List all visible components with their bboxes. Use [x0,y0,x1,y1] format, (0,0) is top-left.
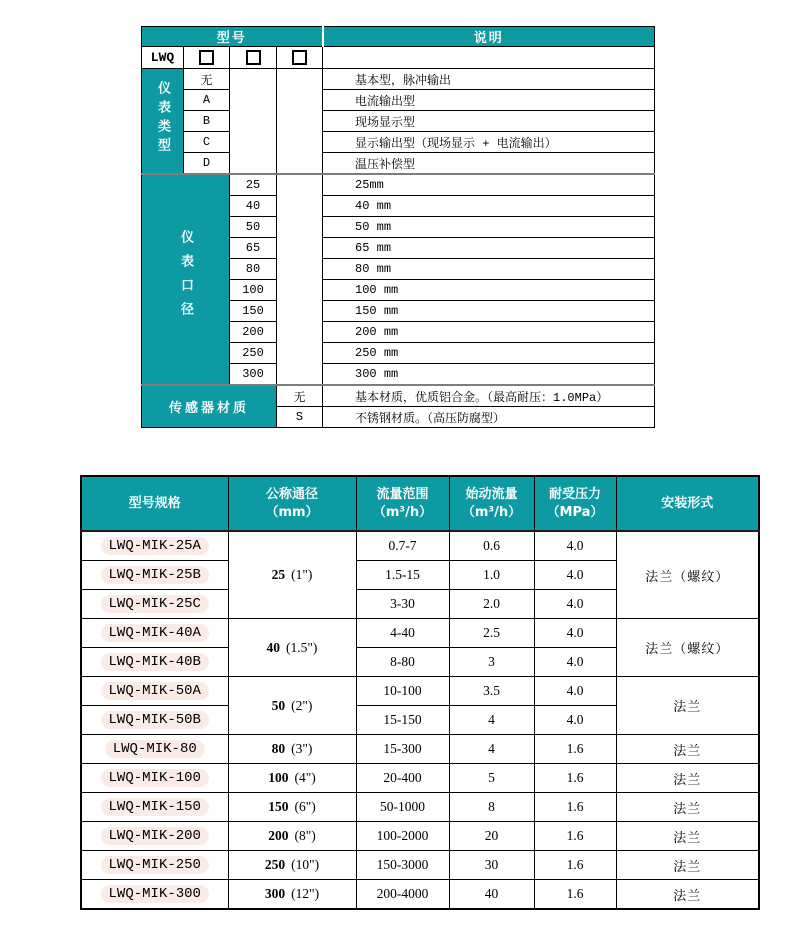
model-option-description: 50 mm [323,217,655,238]
spec-row [81,764,759,793]
model-option-code: S [277,407,323,428]
spec-install-cell: 法兰 [616,764,759,793]
spec-model-cell [81,851,228,880]
spec-model-text: LWQ-MIK-40B [101,653,209,671]
spec-flow-cell: 0.7-7 [356,531,449,561]
model-option-code: 250 [230,343,277,364]
model-option-description: 300 mm [323,364,655,386]
spec-model-text: LWQ-MIK-100 [101,769,209,787]
model-option-row [142,174,655,196]
spec-pressure-cell: 4.0 [534,706,616,735]
spec-model-cell [81,735,228,764]
model-option-description: 基本型，脉冲输出 [323,69,655,90]
spec-pressure-cell: 4.0 [534,648,616,677]
spec-pressure-cell: 1.6 [534,735,616,764]
model-option-description: 基本材质，优质铝合金。（最高耐压：1.0MPa） [323,385,655,407]
spec-dn-cell [228,880,356,910]
empty-cell [277,69,323,175]
spec-column-title: 型号规格 [128,495,181,511]
spec-pressure-cell: 4.0 [534,531,616,561]
model-option-code: 25 [230,174,277,196]
spec-table [80,475,760,910]
section-label [142,69,184,175]
spec-flow-cell: 100-2000 [356,822,449,851]
spec-flow-cell: 20-400 [356,764,449,793]
model-option-row [142,111,655,132]
model-option-description: 40 mm [323,196,655,217]
spec-dn-value: 50 [271,697,286,713]
model-option-row [142,153,655,175]
spec-row [81,531,759,561]
spec-pressure-cell: 1.6 [534,822,616,851]
model-option-description: 65 mm [323,238,655,259]
spec-dn-value: 40 [266,639,281,655]
model-option-code: C [184,132,230,153]
spec-column-title: 流量范围 [376,486,429,502]
spec-install-cell: 法兰（螺纹） [616,531,759,619]
spec-column-title: 耐受压力 [548,486,601,502]
spec-pressure-cell: 4.0 [534,561,616,590]
spec-table-body [81,531,759,909]
placeholder-box-icon [199,50,214,65]
spec-model-text: LWQ-MIK-200 [101,827,209,845]
model-digit-box-cell [230,47,277,69]
spec-dn-inch: (1.5") [286,639,318,655]
spec-column-unit: （m³/h） [461,504,522,520]
spec-row [81,677,759,706]
spec-model-cell [81,531,228,561]
spec-dn-inch: (2") [291,697,313,713]
spec-model-text: LWQ-MIK-300 [101,885,209,903]
spec-dn-value: 250 [264,857,286,872]
spec-model-cell [81,677,228,706]
empty-cell [230,69,277,175]
spec-dn-value: 80 [271,741,286,756]
spec-model-text: LWQ-MIK-80 [105,740,205,758]
model-option-description: 电流输出型 [323,90,655,111]
model-option-description: 不锈钢材质。（高压防腐型） [323,407,655,428]
spec-model-text: LWQ-MIK-250 [101,856,209,874]
spec-start-flow-cell: 8 [449,793,534,822]
model-option-description: 现场显示型 [323,111,655,132]
spec-dn-cell [228,764,356,793]
spec-install-cell: 法兰 [616,677,759,735]
model-prefix: LWQ [142,47,184,69]
spec-dn-inch: (6") [294,799,316,814]
model-option-code: 100 [230,280,277,301]
section-label-text: 仪表类型 [155,81,170,157]
placeholder-box-icon [292,50,307,65]
spec-dn-inch: (12") [291,886,320,901]
spec-install-cell: 法兰 [616,735,759,764]
spec-start-flow-cell: 4 [449,735,534,764]
model-selection-table [141,26,655,428]
model-option-row [142,385,655,407]
spec-start-flow-cell: 30 [449,851,534,880]
description-header-cell: 说明 [323,27,655,47]
spec-start-flow-cell: 2.5 [449,619,534,648]
model-digit-box-cell [184,47,230,69]
spec-column-header [81,476,228,531]
spec-model-cell [81,706,228,735]
model-digit-box-cell [277,47,323,69]
spec-dn-inch: (8") [294,828,316,843]
spec-row [81,880,759,910]
spec-column-header [356,476,449,531]
model-option-description: 温压补偿型 [323,153,655,175]
model-option-code: 50 [230,217,277,238]
section-label-text: 传感器材质 [168,401,249,416]
spec-pressure-cell: 1.6 [534,793,616,822]
model-option-code: 200 [230,322,277,343]
spec-start-flow-cell: 20 [449,822,534,851]
spec-dn-inch: (4") [294,770,316,785]
model-option-code: D [184,153,230,175]
model-option-description: 显示输出型（现场显示 + 电流输出） [323,132,655,153]
spec-dn-inch: (10") [291,857,320,872]
spec-install-cell: 法兰 [616,793,759,822]
spec-model-text: LWQ-MIK-25B [101,566,209,584]
spec-row [81,619,759,648]
spec-flow-cell: 50-1000 [356,793,449,822]
spec-model-text: LWQ-MIK-50A [101,682,209,700]
spec-model-text: LWQ-MIK-25C [101,595,209,613]
model-option-description: 250 mm [323,343,655,364]
spec-flow-cell: 4-40 [356,619,449,648]
spec-pressure-cell: 4.0 [534,677,616,706]
spec-column-unit: （mm） [265,504,319,520]
spec-row [81,822,759,851]
spec-flow-cell: 10-100 [356,677,449,706]
spec-flow-cell: 1.5-15 [356,561,449,590]
model-table-header-row [142,27,655,47]
spec-model-cell [81,619,228,648]
spec-start-flow-cell: 1.0 [449,561,534,590]
spec-row [81,793,759,822]
spec-model-cell [81,822,228,851]
spec-pressure-cell: 1.6 [534,880,616,910]
spec-flow-cell: 15-300 [356,735,449,764]
empty-description-cell [323,47,655,69]
spec-column-title: 始动流量 [465,486,518,502]
spec-model-text: LWQ-MIK-50B [101,711,209,729]
model-option-code: A [184,90,230,111]
spec-install-cell: 法兰（螺纹） [616,619,759,677]
spec-start-flow-cell: 0.6 [449,531,534,561]
spec-column-unit: （m³/h） [372,504,433,520]
model-option-description: 80 mm [323,259,655,280]
spec-model-cell [81,880,228,910]
spec-start-flow-cell: 5 [449,764,534,793]
spec-column-title: 安装形式 [661,495,714,511]
placeholder-box-icon [246,50,261,65]
spec-pressure-cell: 4.0 [534,619,616,648]
spec-model-text: LWQ-MIK-25A [101,537,209,555]
spec-dn-value: 150 [268,799,289,814]
spec-flow-cell: 3-30 [356,590,449,619]
spec-pressure-cell: 4.0 [534,590,616,619]
section-label [142,174,230,385]
spec-dn-cell [228,793,356,822]
spec-flow-cell: 200-4000 [356,880,449,910]
model-option-code: 65 [230,238,277,259]
model-option-description: 100 mm [323,280,655,301]
spec-column-unit: （MPa） [546,504,604,520]
spec-start-flow-cell: 40 [449,880,534,910]
model-option-code: 无 [184,69,230,90]
spec-column-header [449,476,534,531]
model-option-code: 40 [230,196,277,217]
spec-flow-cell: 150-3000 [356,851,449,880]
model-prefix-row [142,47,655,69]
empty-cell [277,174,323,385]
spec-dn-cell [228,619,356,677]
model-table-body [142,27,655,428]
model-option-code: 300 [230,364,277,386]
spec-dn-inch: (3") [291,741,313,756]
spec-install-cell: 法兰 [616,851,759,880]
model-option-row [142,132,655,153]
spec-install-cell: 法兰 [616,880,759,910]
spec-model-text: LWQ-MIK-150 [101,798,209,816]
spec-row [81,851,759,880]
spec-flow-cell: 8-80 [356,648,449,677]
spec-model-cell [81,648,228,677]
spec-dn-inch: (1") [291,567,313,582]
model-option-code: 无 [277,385,323,407]
spec-dn-cell [228,822,356,851]
spec-dn-value: 100 [268,770,289,785]
model-option-code: 150 [230,301,277,322]
spec-start-flow-cell: 3.5 [449,677,534,706]
model-option-row [142,69,655,90]
spec-column-header [534,476,616,531]
spec-dn-cell [228,677,356,735]
spec-model-cell [81,793,228,822]
spec-dn-cell [228,735,356,764]
model-header-cell: 型号 [142,27,323,47]
spec-table-header-row [81,476,759,531]
section-label-text: 仪表口径 [178,229,193,326]
spec-start-flow-cell: 4 [449,706,534,735]
spec-start-flow-cell: 3 [449,648,534,677]
spec-model-cell [81,764,228,793]
model-option-code: B [184,111,230,132]
spec-model-cell [81,561,228,590]
spec-column-title: 公称通径 [265,486,318,502]
model-option-row [142,90,655,111]
spec-pressure-cell: 1.6 [534,764,616,793]
spec-flow-cell: 15-150 [356,706,449,735]
spec-install-cell: 法兰 [616,822,759,851]
spec-dn-value: 300 [264,886,286,901]
spec-column-header [228,476,356,531]
spec-pressure-cell: 1.6 [534,851,616,880]
spec-model-cell [81,590,228,619]
spec-column-header [616,476,759,531]
model-option-description: 200 mm [323,322,655,343]
spec-model-text: LWQ-MIK-40A [101,624,209,642]
model-option-description: 25mm [323,174,655,196]
spec-start-flow-cell: 2.0 [449,590,534,619]
model-option-code: 80 [230,259,277,280]
spec-dn-value: 25 [271,567,286,582]
spec-dn-cell [228,851,356,880]
model-option-description: 150 mm [323,301,655,322]
spec-row [81,735,759,764]
spec-dn-value: 200 [268,828,289,843]
section-label [142,385,277,428]
spec-dn-cell [228,531,356,619]
